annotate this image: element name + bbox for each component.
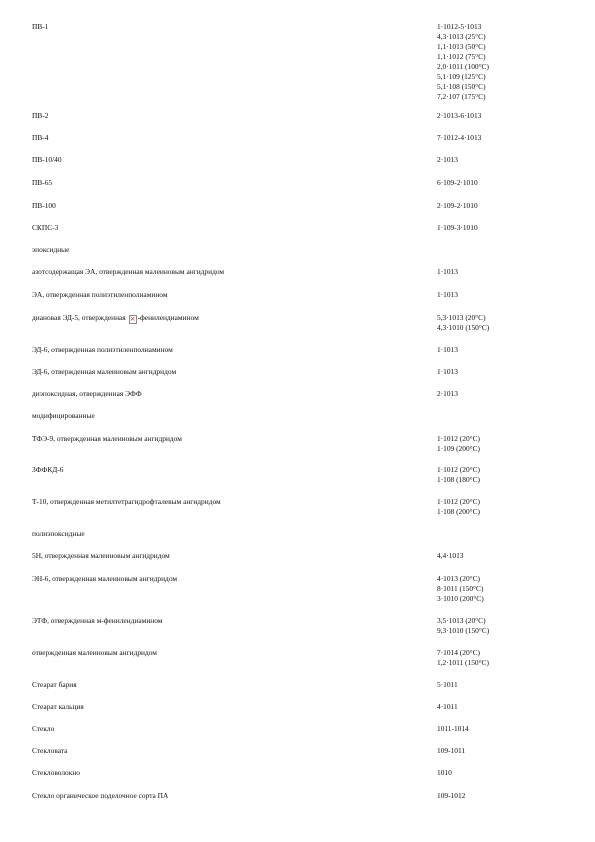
material-name-part: диановая ЭД-5, отвержденная <box>32 313 128 322</box>
resistivity-value: 5,1·109 (125°С) <box>437 72 486 81</box>
resistivity-values <box>437 680 567 690</box>
material-name: Стеарат бария <box>32 680 77 689</box>
resistivity-value: 2·109-2·1010 <box>437 201 478 210</box>
material-name: ПВ-2 <box>32 111 49 120</box>
resistivity-value: 1·1012 (20°С) <box>437 434 480 443</box>
resistivity-value: 5·1011 <box>437 680 458 689</box>
resistivity-value: 4,3·1013 (25°С) <box>437 32 486 41</box>
material-name: Стеарат кальция <box>32 702 84 711</box>
resistivity-value: 1011-1014 <box>437 724 469 733</box>
resistivity-values <box>437 434 567 454</box>
resistivity-values <box>437 616 567 636</box>
resistivity-value: 1·109-3·1010 <box>437 223 478 232</box>
resistivity-values <box>437 497 567 517</box>
resistivity-value: 1,2·1011 (150°С) <box>437 658 489 667</box>
resistivity-value: 5,3·1013 (20°С) <box>437 313 486 322</box>
section-heading: эпоксидные <box>32 245 70 254</box>
material-name: ЭН-6, отвержденная малеиновым ангидридом <box>32 574 178 583</box>
resistivity-values <box>437 22 567 102</box>
resistivity-values <box>437 223 567 233</box>
resistivity-value: 1·108 (180°С) <box>437 475 480 484</box>
resistivity-value: 1·1012 (20°С) <box>437 497 480 506</box>
resistivity-values <box>437 133 567 143</box>
resistivity-values <box>437 465 567 485</box>
resistivity-value: 6·109-2·1010 <box>437 178 478 187</box>
resistivity-values <box>437 111 567 121</box>
material-name: ЭД-6, отвержденная полиэтиленполиамином <box>32 345 173 354</box>
resistivity-value: 7,2·107 (175°С) <box>437 92 486 101</box>
material-name: Стекловолокно <box>32 768 80 777</box>
resistivity-value: 3·1010 (200°С) <box>437 594 484 603</box>
material-name: ЭТФ, отвержденная м-фенилендиамином <box>32 616 163 625</box>
material-name: ПВ-65 <box>32 178 53 187</box>
resistivity-value: 109-1011 <box>437 746 466 755</box>
material-name: Стекло <box>32 724 55 733</box>
resistivity-value: 2·1013-6·1013 <box>437 111 482 120</box>
resistivity-values <box>437 648 567 668</box>
material-name: Т-10, отвержденная метилтетрагидрофталевым ангидридом <box>32 497 221 506</box>
resistivity-value: 8·1011 (150°С) <box>437 584 484 593</box>
material-name: ПВ-100 <box>32 201 56 210</box>
resistivity-values <box>437 290 567 300</box>
resistivity-value: 109-1012 <box>437 791 466 800</box>
resistivity-value: 1·1013 <box>437 367 458 376</box>
resistivity-values <box>437 389 567 399</box>
resistivity-value: 4,4·1013 <box>437 551 464 560</box>
material-name: ПВ-4 <box>32 133 49 142</box>
resistivity-value: 7·1014 (20°С) <box>437 648 480 657</box>
material-name: отвержденная малеиновым ангидридом <box>32 648 157 657</box>
resistivity-value: 1·1013 <box>437 345 458 354</box>
resistivity-values <box>437 551 567 561</box>
resistivity-value: 2·1013 <box>437 155 458 164</box>
material-name: 3ФФКД-6 <box>32 465 64 474</box>
resistivity-value: 7·1012-4·1013 <box>437 133 482 142</box>
resistivity-values <box>437 267 567 277</box>
resistivity-values <box>437 746 567 756</box>
material-name: ПВ-10/40 <box>32 155 62 164</box>
resistivity-value: 4,3·1010 (150°С) <box>437 323 490 332</box>
material-name: диэпоксидная, отвержденная ЭФФ <box>32 389 142 398</box>
resistivity-values <box>437 178 567 188</box>
resistivity-value: 5,1·108 (150°С) <box>437 82 486 91</box>
material-name: азотсодержащая ЭА, отвержденная малеиновым ангидридом <box>32 267 225 276</box>
resistivity-value: 1·1012 (20°С) <box>437 465 480 474</box>
resistivity-value: 1,1·1013 (50°С) <box>437 42 486 51</box>
resistivity-value: 4·1011 <box>437 702 458 711</box>
material-name: ЭД-6, отвержденная малеиновым ангидридом <box>32 367 177 376</box>
material-name: СКПС-3 <box>32 223 59 232</box>
material-name: ТФЭ-9, отвержденная малеиновым ангидридом <box>32 434 182 443</box>
resistivity-value: 2,0·1011 (100°С) <box>437 62 489 71</box>
resistivity-value: 2·1013 <box>437 389 458 398</box>
resistivity-value: 1010 <box>437 768 452 777</box>
section-heading: модифицированные <box>32 411 95 420</box>
material-name-part: -фенилендиамином <box>137 313 199 322</box>
resistivity-values <box>437 768 567 778</box>
resistivity-values <box>437 574 567 604</box>
material-name: Стекло органическое поделочное сорта ПА <box>32 791 169 800</box>
material-name: ПВ-1 <box>32 22 49 31</box>
resistivity-values <box>437 702 567 712</box>
resistivity-values <box>437 367 567 377</box>
resistivity-value: 4·1013 (20°С) <box>437 574 480 583</box>
resistivity-value: 1·1013 <box>437 290 458 299</box>
resistivity-values <box>437 345 567 355</box>
resistivity-value: 1·109 (200°С) <box>437 444 480 453</box>
resistivity-value: 9,3·1010 (150°С) <box>437 626 490 635</box>
resistivity-values <box>437 724 567 734</box>
resistivity-value: 1,1·1012 (75°С) <box>437 52 486 61</box>
material-name: Стекловата <box>32 746 68 755</box>
material-name: ЭА, отвержденная полиэтиленполиамином <box>32 290 168 299</box>
resistivity-values <box>437 155 567 165</box>
resistivity-value: 1·1012-5·1013 <box>437 22 482 31</box>
material-name <box>32 313 427 324</box>
resistivity-value: 1·1013 <box>437 267 458 276</box>
section-heading: полиэпоксидные <box>32 529 85 538</box>
broken-image-icon: × <box>129 315 136 323</box>
resistivity-value: 1·108 (200°С) <box>437 507 480 516</box>
resistivity-value: 3,5·1013 (20°С) <box>437 616 486 625</box>
resistivity-values <box>437 313 567 333</box>
material-name: 5Н, отвержденная малеиновым ангидридом <box>32 551 170 560</box>
resistivity-values <box>437 201 567 211</box>
resistivity-values <box>437 791 567 801</box>
